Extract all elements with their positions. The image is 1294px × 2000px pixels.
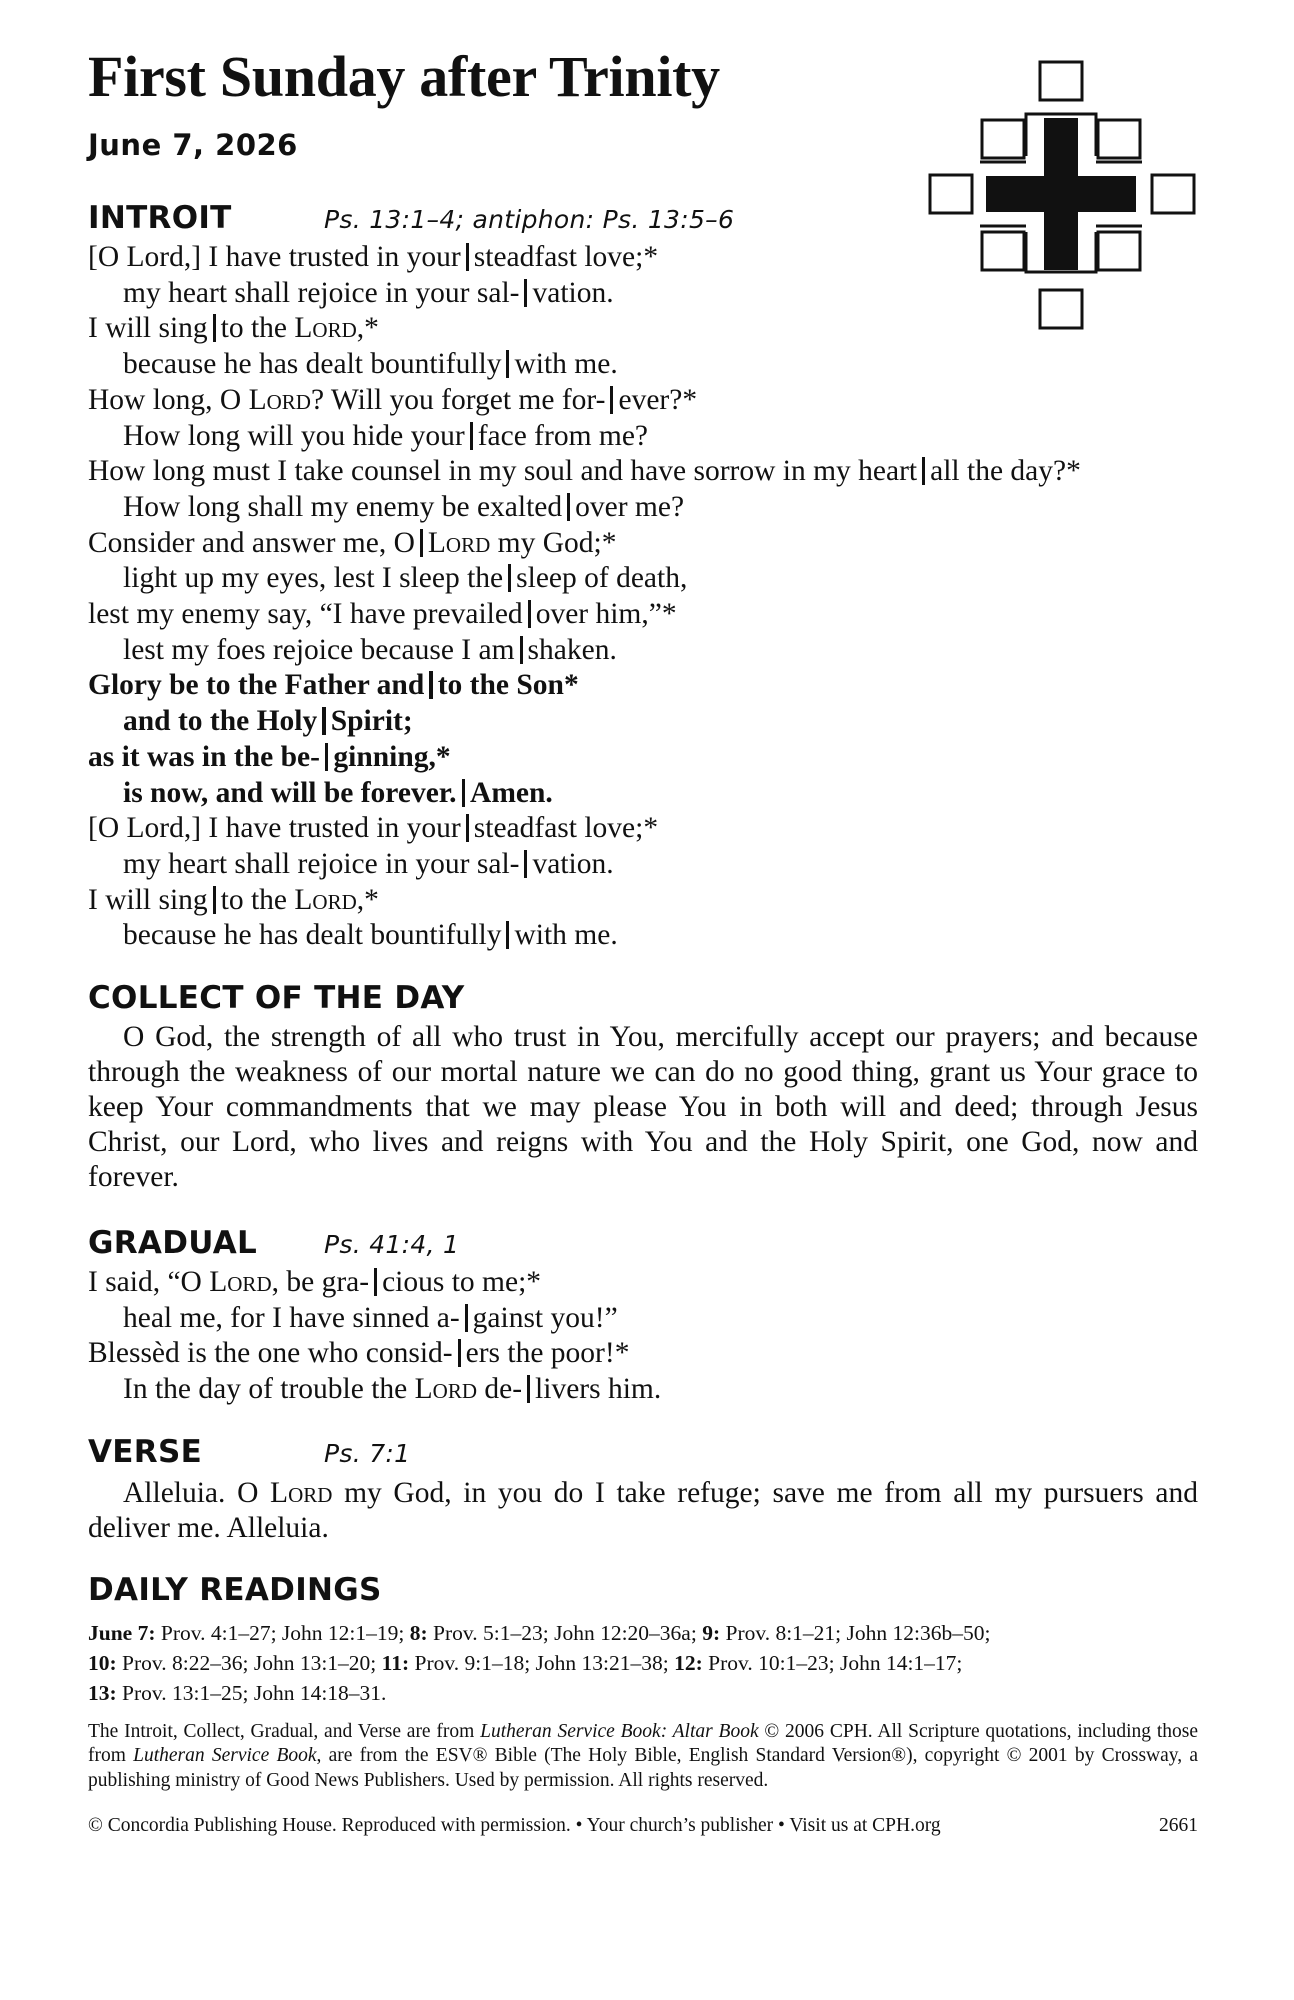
introit-line-first-half: lest my enemy say, “I have prevailed	[88, 598, 523, 631]
collect-heading: COLLECT OF THE DAY	[88, 980, 465, 1017]
pointing-bar	[466, 243, 469, 271]
daily-readings-list	[88, 1618, 1198, 1708]
introit-line	[88, 704, 1198, 740]
introit-reference: Ps. 13:1–4; antiphon: Ps. 13:5–6	[324, 205, 735, 234]
verse-header	[88, 1434, 1198, 1470]
reading-entry	[88, 1681, 386, 1705]
pointing-bar	[213, 886, 216, 914]
divine-name: Lord	[294, 883, 357, 916]
pointing-bar	[524, 279, 527, 307]
introit-line-second-half: with me.	[514, 919, 618, 952]
notice-text-1: The Introit, Collect, Gradual, and Verse are from	[88, 1720, 481, 1742]
pointing-bar	[213, 314, 216, 342]
pointing-bar	[508, 564, 511, 592]
introit-line-first-half: my heart shall rejoice in your sal-	[123, 847, 520, 880]
introit-line-second-half: all the day?*	[930, 455, 1081, 488]
reading-entry	[88, 1651, 376, 1675]
introit-line-first-half: Glory be to the Father and	[88, 669, 425, 702]
footer-code: 2661	[1159, 1815, 1198, 1837]
pointing-bar	[322, 707, 326, 735]
gradual-line-first-half: Blessèd is the one who consid-	[88, 1337, 453, 1370]
gradual-line-first-half: heal me, for I have sinned a-	[123, 1301, 460, 1334]
gradual-psalm	[88, 1265, 1198, 1408]
verse-paragraph: Alleluia. O Lord my God, in you do I take refuge; save me from all my pursuers and deliver me. Alleluia.	[88, 1476, 1198, 1544]
introit-line	[88, 597, 1198, 633]
reading-entry	[674, 1651, 962, 1675]
reading-day: 11:	[381, 1650, 410, 1675]
reading-entry	[702, 1621, 990, 1645]
introit-line-first-half: and to the Holy	[123, 705, 318, 738]
introit-line-second-half: Lord my God;*	[427, 526, 617, 559]
pointing-bar	[462, 779, 466, 807]
introit-line	[88, 883, 1198, 919]
gradual-header	[88, 1225, 1198, 1261]
introit-line	[88, 347, 1198, 383]
introit-line	[88, 454, 1198, 490]
verse-reference: Ps. 7:1	[324, 1438, 411, 1468]
collect-header	[88, 980, 1198, 1016]
introit-line	[88, 490, 1198, 526]
pointing-bar	[458, 1339, 461, 1367]
introit-line-first-half: is now, and will be forever.	[123, 776, 457, 809]
pointing-bar	[520, 636, 523, 664]
divine-name: Lord	[209, 1266, 272, 1299]
introit-line	[88, 740, 1198, 776]
daily-readings-header	[88, 1572, 1198, 1608]
divine-name: Lord	[427, 526, 491, 559]
reading-passages: Prov. 9:1–18; John 13:21–38;	[409, 1650, 669, 1675]
notice-book-2: Lutheran Service Book	[133, 1745, 317, 1767]
gradual-line	[88, 1265, 1198, 1301]
page-title: First Sunday after Trinity	[88, 44, 720, 109]
reading-passages: Prov. 8:1–21; John 12:36b–50;	[720, 1620, 991, 1645]
introit-line	[88, 419, 1198, 455]
introit-line	[88, 776, 1198, 812]
notice-book-1: Lutheran Service Book: Altar Book	[480, 1720, 759, 1742]
introit-line-second-half: shaken.	[527, 633, 617, 666]
pointing-bar	[524, 850, 527, 878]
gradual-line	[88, 1372, 1198, 1408]
introit-line-second-half: to the Lord,*	[220, 883, 379, 916]
introit-line	[88, 311, 1198, 347]
divine-name: Lord	[294, 312, 357, 345]
pointing-bar	[325, 743, 329, 771]
gradual-line-first-half: In the day of trouble the Lord de-	[123, 1373, 523, 1406]
reading-passages: Prov. 4:1–27; John 12:1–19;	[155, 1620, 405, 1645]
pointing-bar	[506, 350, 509, 378]
introit-heading: INTROIT	[88, 200, 232, 236]
introit-line-second-half: over him,”*	[535, 598, 677, 631]
divine-name: Lord	[414, 1373, 477, 1406]
reading-passages: Prov. 13:1–25; John 14:18–31.	[116, 1680, 387, 1705]
reading-passages: Prov. 8:22–36; John 13:1–20;	[116, 1650, 377, 1675]
service-date: June 7, 2026	[88, 128, 298, 162]
introit-line	[88, 561, 1198, 597]
introit-line-second-half: steadfast love;*	[473, 812, 659, 845]
reading-day: June 7:	[88, 1620, 156, 1645]
introit-line	[88, 526, 1198, 562]
daily-readings-heading: DAILY READINGS	[88, 1571, 382, 1608]
reading-day: 13:	[88, 1680, 117, 1705]
collect-paragraph: O God, the strength of all who trust in You, mercifully accept our prayers; and because through the weakness of our mortal nature we can do no good thing, grant us Your grace to keep Your commandments that we may please You in both will and deed; through Jesus Christ, our Lord, who lives and reigns with You and the Holy Spirit, one God, now and forever.	[88, 1021, 1198, 1194]
gradual-line-first-half: I said, “O Lord, be gra-	[88, 1266, 370, 1299]
introit-line-second-half: steadfast love;*	[473, 241, 659, 273]
introit-line	[88, 918, 1198, 954]
pointing-bar	[465, 1304, 468, 1332]
gradual-line-second-half: livers him.	[535, 1373, 662, 1406]
introit-line-first-half: [O Lord,] I have trusted in your	[88, 241, 461, 273]
introit-line-second-half: with me.	[514, 348, 618, 381]
reading-day: 12:	[674, 1650, 703, 1675]
pointing-bar	[506, 921, 509, 949]
introit-line-first-half: Consider and answer me, O	[88, 526, 415, 559]
introit-line-second-half: face from me?	[477, 419, 649, 452]
gradual-line	[88, 1336, 1198, 1372]
page-footer	[88, 1815, 1198, 1837]
introit-line-first-half: [O Lord,] I have trusted in your	[88, 812, 461, 845]
introit-line	[88, 668, 1198, 704]
pointing-bar	[922, 457, 925, 485]
reading-day: 8:	[409, 1620, 428, 1645]
introit-line-second-half: vation.	[532, 847, 614, 880]
introit-line-first-half: How long, O Lord? Will you forget me for-	[88, 383, 606, 416]
verse-text	[88, 1476, 1198, 1546]
introit-line-first-half: as it was in the be-	[88, 740, 320, 773]
pointing-bar	[374, 1268, 377, 1296]
verse-heading: VERSE	[88, 1433, 203, 1470]
introit-psalm	[88, 240, 1198, 954]
divine-name: Lord	[248, 383, 311, 416]
reading-day: 9:	[702, 1620, 721, 1645]
gradual-reference: Ps. 41:4, 1	[324, 1230, 460, 1260]
introit-line-second-half: vation.	[532, 276, 614, 309]
reading-day: 10:	[88, 1650, 117, 1675]
gradual-line-second-half: gainst you!”	[472, 1301, 618, 1334]
introit-line-second-half: over me?	[575, 490, 685, 523]
pointing-bar	[527, 1375, 530, 1403]
introit-line-second-half: sleep of death,	[516, 562, 688, 595]
footer-publisher: © Concordia Publishing House. Reproduced with permission. • Your church’s publisher • Visit us at CPH.org	[88, 1815, 941, 1837]
pointing-bar	[470, 422, 473, 450]
introit-line	[88, 811, 1198, 847]
reading-passages: Prov. 5:1–23; John 12:20–36a;	[427, 1620, 697, 1645]
pointing-bar	[429, 671, 433, 699]
introit-line-first-half: because he has dealt bountifully	[123, 919, 502, 952]
introit-line-second-half: ever?*	[618, 383, 698, 416]
introit-header	[88, 200, 1198, 236]
reading-passages: Prov. 10:1–23; John 14:1–17;	[702, 1650, 963, 1675]
gradual-line	[88, 1301, 1198, 1337]
introit-line-first-half: I will sing	[88, 312, 208, 345]
pointing-bar	[610, 386, 613, 414]
notice-text-2: © 2006 CPH. All Scripture quotations, including those from	[88, 1720, 1198, 1767]
introit-line-second-half: to the Lord,*	[220, 312, 379, 345]
introit-line	[88, 633, 1198, 669]
introit-line-second-half: Amen.	[470, 776, 553, 809]
pointing-bar	[420, 529, 423, 557]
pointing-bar	[466, 814, 469, 842]
reading-entry	[88, 1621, 404, 1645]
introit-line	[88, 847, 1198, 883]
gradual-line-second-half: cious to me;*	[382, 1266, 542, 1299]
introit-line	[88, 276, 1198, 312]
reading-entry	[410, 1621, 697, 1645]
introit-line-first-half: How long will you hide your	[123, 419, 465, 452]
divine-name: Lord	[270, 1476, 333, 1509]
introit-line-first-half: because he has dealt bountifully	[123, 348, 502, 381]
introit-line-first-half: lest my foes rejoice because I am	[123, 633, 515, 666]
pointing-bar	[567, 493, 570, 521]
introit-line	[88, 240, 1198, 276]
reading-entry	[382, 1651, 669, 1675]
introit-line-first-half: my heart shall rejoice in your sal-	[123, 276, 520, 309]
gradual-heading: GRADUAL	[88, 1225, 258, 1262]
introit-line-first-half: light up my eyes, lest I sleep the	[123, 562, 504, 595]
introit-line-second-half: Spirit;	[330, 705, 413, 738]
introit-line-first-half: How long must I take counsel in my soul and have sorrow in my heart	[88, 455, 918, 488]
collect-text	[88, 1020, 1198, 1195]
introit-line-second-half: to the Son*	[437, 669, 579, 702]
copyright-notice	[88, 1720, 1198, 1794]
notice-text-3: , are from the ESV® Bible (The Holy Bible, English Standard Version®), copyright © 2001 by Crossway, a publishing ministry of Good News Publishers. Used by permission. All rights reserved.	[88, 1745, 1198, 1791]
introit-line-first-half: How long shall my enemy be exalted	[123, 490, 563, 523]
introit-line	[88, 383, 1198, 419]
introit-line-first-half: I will sing	[88, 883, 208, 916]
pointing-bar	[528, 600, 531, 628]
introit-line-second-half: ginning,*	[333, 740, 451, 773]
gradual-line-second-half: ers the poor!*	[465, 1337, 630, 1370]
